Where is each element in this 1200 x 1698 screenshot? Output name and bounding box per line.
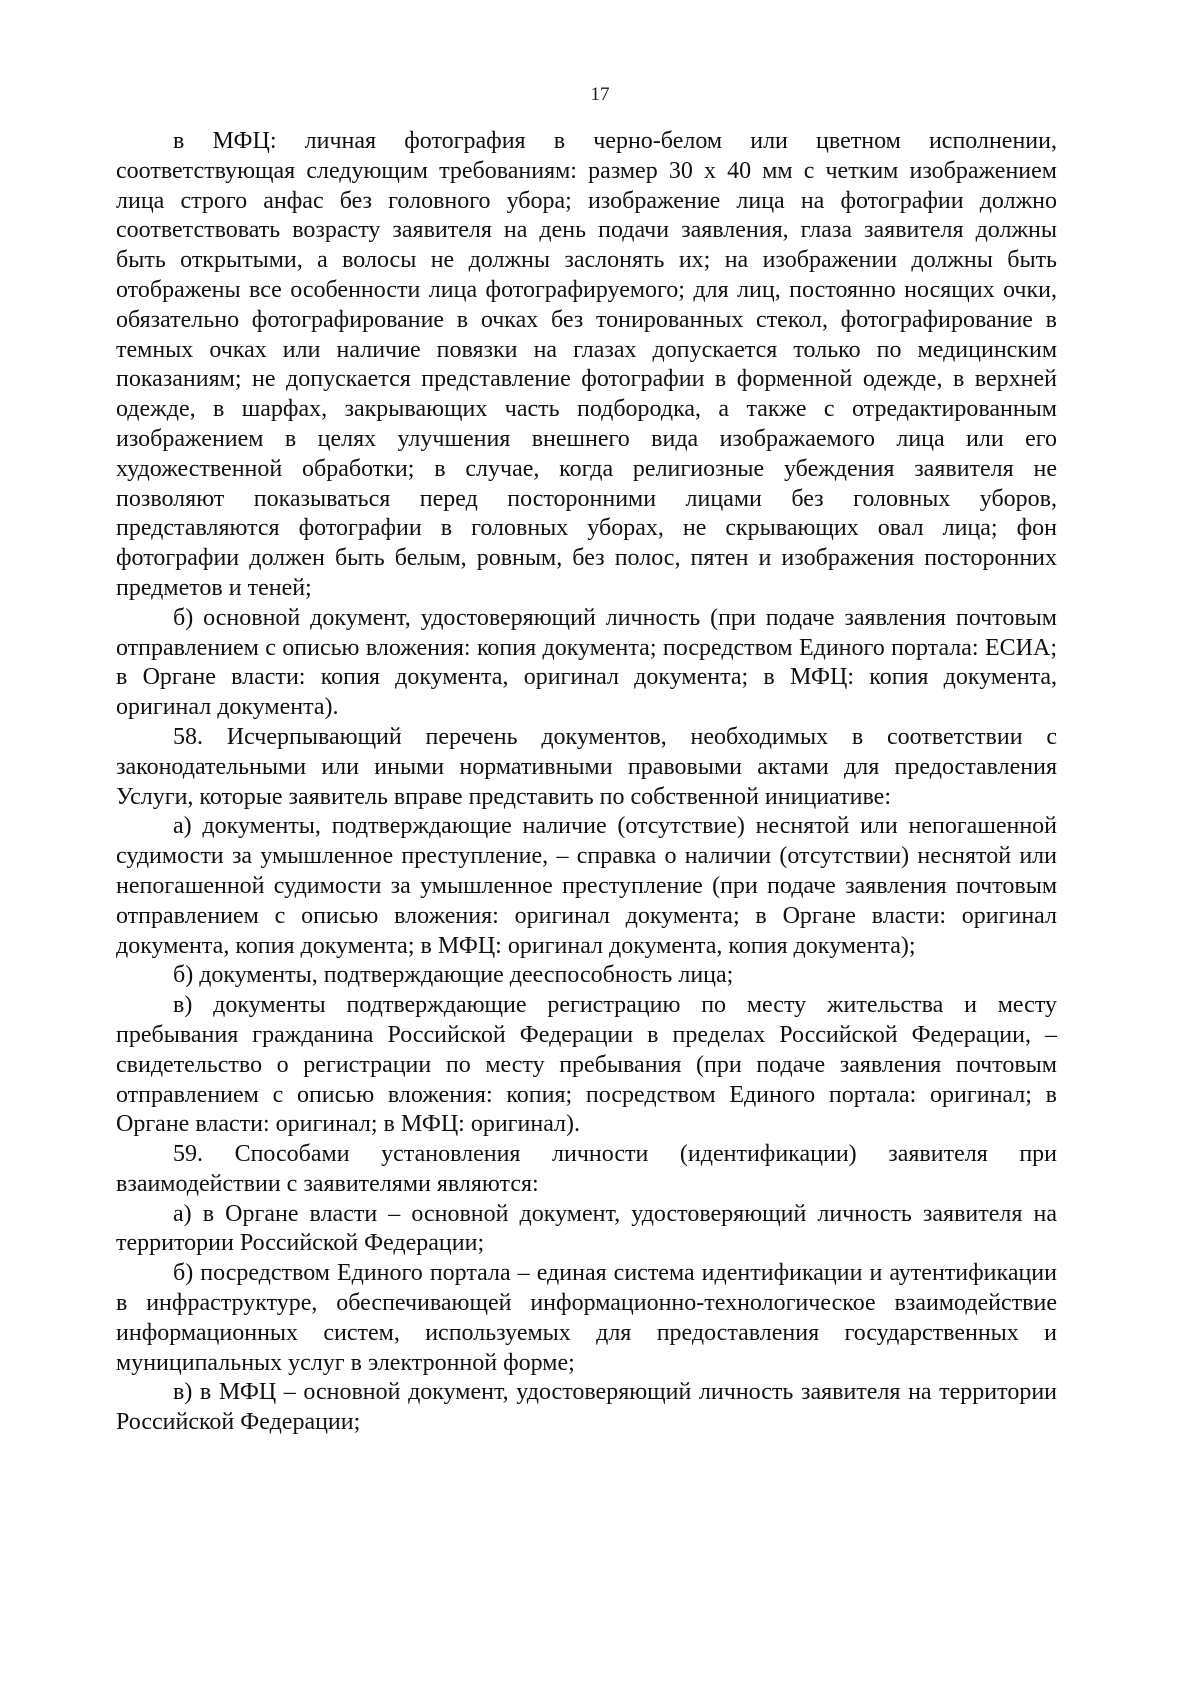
- paragraph-item-59: 59. Способами установления личности (идентификации) заявителя при взаимодействии с заявителями являются:: [116, 1141, 1057, 1197]
- paragraph-portal-identification: б) посредством Единого портала – единая система идентификации и аутентификации в инфраструктуре, обеспечивающей информационно-технологическое взаимодействие информационных систем, используемых для предоставления государственных и муниципальных услуг в электронной форме;: [116, 1260, 1057, 1376]
- paragraph-identity-document: б) основной документ, удостоверяющий личность (при подаче заявления почтовым отправлением с описью вложения: копия документа; посредством Единого портала: ЕСИА; в Органе власти: копия документа, оригинал документа; в МФЦ: копия документа, оригинал документа).: [116, 604, 1057, 721]
- paragraph-item-58: 58. Исчерпывающий перечень документов, необходимых в соответствии с законодательными или иными нормативными правовыми актами для предоставления Услуги, которые заявитель вправе представить по собственной инициативе:: [116, 723, 1057, 810]
- paragraph-legal-capacity: б) документы, подтверждающие дееспособность лица;: [173, 962, 734, 989]
- paragraph-registration: в) документы подтверждающие регистрацию по месту жительства и месту пребывания гражданина Российской Федерации в пределах Российской Федерации, – свидетельство о регистрации по месту пребывания (при подаче заявления почтовым отправлением с описью вложения: копия; посредством Единого портала: оригинал; в Органе власти: оригинал; в МФЦ: оригинал).: [116, 992, 1057, 1138]
- paragraph-authority-identification: а) в Органе власти – основной документ, удостоверяющий личность заявителя на территории Российской Федерации;: [116, 1200, 1057, 1257]
- paragraph-photo-requirements: в МФЦ: личная фотография в черно-белом или цветном исполнении, соответствующая следующим требованиям: размер 30 х 40 мм с четким изображением лица строго анфас без головного убора; изображение лица на фотографии должно соответствовать возрасту заявителя на день подачи заявления, глаза заявителя должны быть открытыми, а волосы не должны заслонять их; на изображении должны быть отображены все особенности лица фотографируемого; для лиц, постоянно носящих очки, обязательно фотографирование в очках без тонированных стекол, фотографирование в темных очках или наличие повязки на глазах допускается только по медицинским показаниям; не допускается представление фотографии в форменной одежде, в верхней одежде, в шарфах, закрывающих часть подбородка, а также с отредактированным изображением в целях улучшения внешнего вида изображаемого лица или его художественной обработки; в случае, когда религиозные убеждения заявителя не позволяют показываться перед посторонними лицами без головных уборов, представляются фотографии в головных уборах, не скрывающих овал лица; фон фотографии должен быть белым, ровным, без полос, пятен и изображения посторонних предметов и теней;: [116, 128, 1057, 601]
- page-number: 17: [590, 84, 610, 105]
- paragraph-mfc-identification: в) в МФЦ – основной документ, удостоверяющий личность заявителя на территории Российской Федерации;: [116, 1379, 1057, 1436]
- document-body: [116, 127, 1057, 1438]
- paragraph-criminal-record: а) документы, подтверждающие наличие (отсутствие) неснятой или непогашенной судимости за умышленное преступление, – справка о наличии (отсутствии) неснятой или непогашенной судимости за умышленное преступление (при подаче заявления почтовым отправлением с описью вложения: оригинал документа; в Органе власти: оригинал документа, копия документа; в МФЦ: оригинал документа, копия документа);: [116, 813, 1057, 959]
